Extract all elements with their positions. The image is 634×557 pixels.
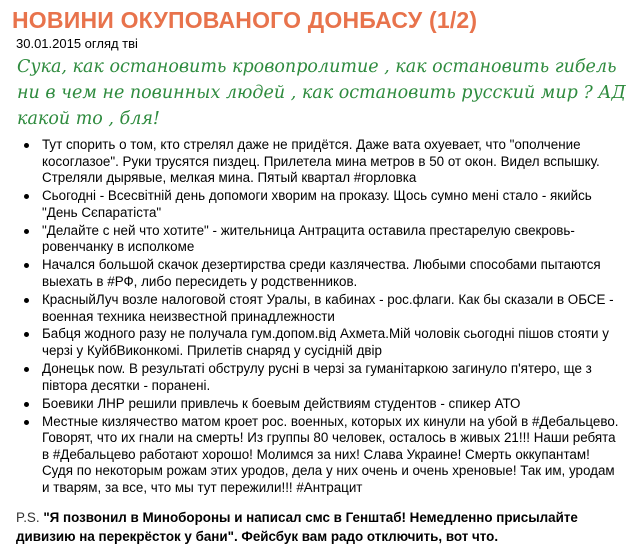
bullet-icon xyxy=(24,298,29,303)
list-item-text: Сьогодні - Всесвітній день допомоги хворим на проказу. Щось сумно мені стало - якийсь "День Сєпаратіста" xyxy=(42,188,592,220)
bullet-icon xyxy=(24,420,29,425)
list-item-text: КрасныйЛуч возле налоговой стоят Уралы, в кабинах - рос.флаги. Как бы сказали в ОБСЕ - военная техника неизвестной принадлежности xyxy=(42,291,614,324)
list-item-text: Начался большой скачок дезертирства среди казлячества. Любыми способами пытаются выехать в #РФ, либо пересидеть у родственников. xyxy=(42,257,601,289)
list-item xyxy=(12,292,622,325)
page-title: НОВИНИ ОКУПОВАНОГО ДОНБАСУ (1/2) xyxy=(12,7,478,33)
date-line: 30.01.2015 огляд тві xyxy=(16,36,138,51)
bullet-icon xyxy=(24,367,29,372)
quote-text: Сука, как остановить кровопролитие , как остановить гибель ни в чем не повинных людей , как остановить русский мир ? АД какой то , бля! xyxy=(17,57,626,129)
list-item-text: Местные кизлячество матом кроет рос. военных, которых их кинули на убой в #Дебальцево. Говорят, что их гнали на смерть! Из группы 80 человек, осталось в живых 21!!! Наши ребята в #Дебальцево работают хорошо! Молимся за них! Слава Украине! Смерть оккупантам! Судя по некоторым рожам этих уродов, дела у них очень и очень хреновые! Так им, уродам и тварям, за все, что мы тут пережили!!! #Антрацит xyxy=(42,413,619,495)
ps-label: P.S. xyxy=(16,509,40,525)
list-item xyxy=(12,361,622,394)
list-item xyxy=(12,223,622,256)
postscript xyxy=(16,508,616,546)
bullet-icon xyxy=(24,194,29,199)
ps-text: "Я позвонил в Минобороны и написал смс в Генштаб! Немедленно присылайте дивизию на перекрёсток у бани". Фейсбук вам радо отключить, вот что. xyxy=(16,509,578,544)
bullet-icon xyxy=(24,229,29,234)
bullet-icon xyxy=(24,143,29,148)
list-item-text: Тут спорить о том, кто стрелял даже не придётся. Даже вата охуевает, что "ополчение косоглазое". Руки трусятся пиздец. Прилетела мина метров в 50 от окон. Видел вспышку. Стреляли дырявые, мелкая мина. Пятый квартал #горловка xyxy=(42,137,600,186)
bullet-icon xyxy=(24,402,29,407)
bullet-icon xyxy=(24,263,29,268)
list-item xyxy=(12,137,622,187)
list-item-text: "Делайте с ней что хотите" - жительница Антрацита оставила престарелую свекровь-ровенчанку в исполкоме xyxy=(42,222,575,255)
list-item-text: Донецьк now. В результаті обструлу русні в черзі за гуманітаркою загинуло п'ятеро, ще з півтора десятки - поранені. xyxy=(42,361,592,393)
list-item xyxy=(12,326,622,359)
news-list xyxy=(12,137,626,497)
list-item xyxy=(12,414,622,497)
list-item-text: Бабця жодного разу не получала гум.допом.від Ахмета.Мій чоловік сьогодні пішов стояти у черзі у КуйбВиконкомі. Прилетів снаряд у сусідній двір xyxy=(42,326,609,359)
list-item xyxy=(12,257,622,290)
list-item xyxy=(12,396,622,413)
list-item-text: Боевики ЛНР решили привлечь к боевым действиям студентов - спикер АТО xyxy=(42,395,521,411)
list-item xyxy=(12,188,622,221)
bullet-icon xyxy=(24,332,29,337)
